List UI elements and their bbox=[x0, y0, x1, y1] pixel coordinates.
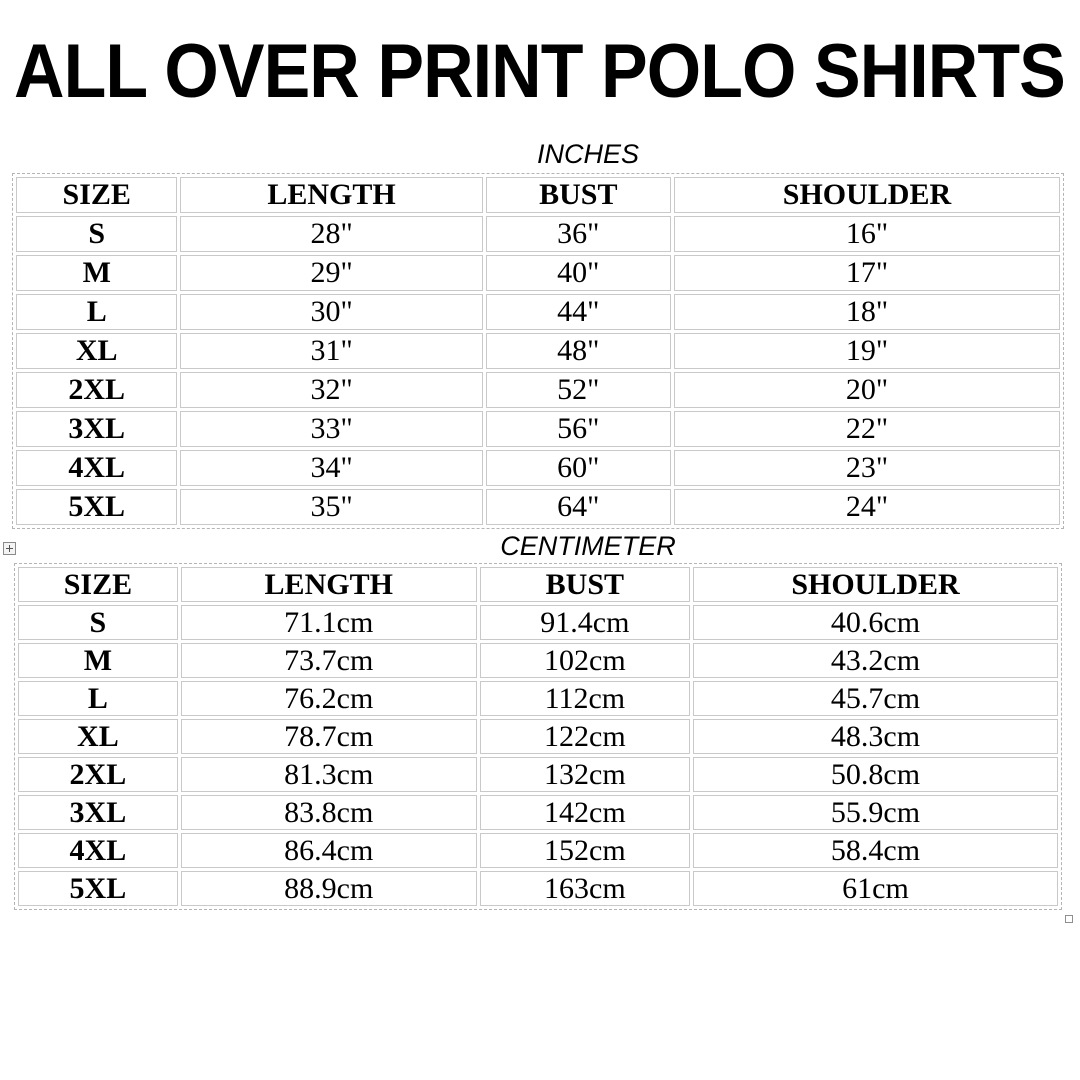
column-header-size: SIZE bbox=[18, 567, 178, 602]
measurement-cell: 88.9cm bbox=[181, 871, 477, 906]
measurement-cell: 55.9cm bbox=[693, 795, 1058, 830]
centimeter-size-table-wrapper bbox=[14, 563, 1062, 910]
measurement-cell: 64" bbox=[486, 489, 671, 525]
measurement-cell: 163cm bbox=[480, 871, 690, 906]
column-header-size: SIZE bbox=[16, 177, 177, 213]
size-cell: M bbox=[16, 255, 177, 291]
table-row bbox=[16, 294, 1060, 330]
table-row bbox=[18, 719, 1058, 754]
measurement-cell: 58.4cm bbox=[693, 833, 1058, 868]
measurement-cell: 60" bbox=[486, 450, 671, 486]
size-cell: 2XL bbox=[18, 757, 178, 792]
header-row bbox=[16, 177, 1060, 213]
measurement-cell: 22" bbox=[674, 411, 1060, 447]
measurement-cell: 28" bbox=[180, 216, 482, 252]
size-cell: L bbox=[16, 294, 177, 330]
measurement-cell: 23" bbox=[674, 450, 1060, 486]
measurement-cell: 40.6cm bbox=[693, 605, 1058, 640]
measurement-cell: 20" bbox=[674, 372, 1060, 408]
table-row bbox=[18, 871, 1058, 906]
table-row bbox=[18, 757, 1058, 792]
measurement-cell: 152cm bbox=[480, 833, 690, 868]
measurement-cell: 19" bbox=[674, 333, 1060, 369]
centimeter-size-table bbox=[15, 564, 1061, 909]
measurement-cell: 43.2cm bbox=[693, 643, 1058, 678]
measurement-cell: 112cm bbox=[480, 681, 690, 716]
size-cell: S bbox=[16, 216, 177, 252]
table-row bbox=[18, 681, 1058, 716]
column-header-bust: BUST bbox=[480, 567, 690, 602]
measurement-cell: 32" bbox=[180, 372, 482, 408]
measurement-cell: 31" bbox=[180, 333, 482, 369]
measurement-cell: 81.3cm bbox=[181, 757, 477, 792]
measurement-cell: 86.4cm bbox=[181, 833, 477, 868]
table-row bbox=[18, 605, 1058, 640]
column-header-shoulder: SHOULDER bbox=[693, 567, 1058, 602]
measurement-cell: 44" bbox=[486, 294, 671, 330]
measurement-cell: 142cm bbox=[480, 795, 690, 830]
measurement-cell: 78.7cm bbox=[181, 719, 477, 754]
inches-size-table bbox=[13, 174, 1063, 528]
size-cell: XL bbox=[16, 333, 177, 369]
table-row bbox=[16, 411, 1060, 447]
measurement-cell: 16" bbox=[674, 216, 1060, 252]
table-row bbox=[18, 833, 1058, 868]
column-header-bust: BUST bbox=[486, 177, 671, 213]
size-cell: 4XL bbox=[16, 450, 177, 486]
size-cell: 5XL bbox=[18, 871, 178, 906]
size-cell: L bbox=[18, 681, 178, 716]
measurement-cell: 132cm bbox=[480, 757, 690, 792]
measurement-cell: 29" bbox=[180, 255, 482, 291]
table-row bbox=[18, 795, 1058, 830]
measurement-cell: 50.8cm bbox=[693, 757, 1058, 792]
measurement-cell: 45.7cm bbox=[693, 681, 1058, 716]
size-cell: M bbox=[18, 643, 178, 678]
measurement-cell: 73.7cm bbox=[181, 643, 477, 678]
measurement-cell: 71.1cm bbox=[181, 605, 477, 640]
measurement-cell: 40" bbox=[486, 255, 671, 291]
measurement-cell: 17" bbox=[674, 255, 1060, 291]
size-cell: 2XL bbox=[16, 372, 177, 408]
measurement-cell: 36" bbox=[486, 216, 671, 252]
measurement-cell: 33" bbox=[180, 411, 482, 447]
size-cell: 3XL bbox=[16, 411, 177, 447]
size-cell: 4XL bbox=[18, 833, 178, 868]
measurement-cell: 91.4cm bbox=[480, 605, 690, 640]
measurement-cell: 30" bbox=[180, 294, 482, 330]
measurement-cell: 24" bbox=[674, 489, 1060, 525]
size-cell: 5XL bbox=[16, 489, 177, 525]
column-header-shoulder: SHOULDER bbox=[674, 177, 1060, 213]
measurement-cell: 76.2cm bbox=[181, 681, 477, 716]
centimeter-section-label: CENTIMETER bbox=[500, 531, 676, 561]
measurement-cell: 35" bbox=[180, 489, 482, 525]
table-move-handle-icon[interactable] bbox=[3, 542, 16, 555]
column-header-length: LENGTH bbox=[181, 567, 477, 602]
header-row bbox=[18, 567, 1058, 602]
size-cell: XL bbox=[18, 719, 178, 754]
measurement-cell: 48" bbox=[486, 333, 671, 369]
column-header-length: LENGTH bbox=[180, 177, 482, 213]
inches-size-table-wrapper bbox=[12, 173, 1064, 529]
page-title: ALL OVER PRINT POLO SHIRTS bbox=[14, 29, 1065, 114]
measurement-cell: 52" bbox=[486, 372, 671, 408]
measurement-cell: 48.3cm bbox=[693, 719, 1058, 754]
size-cell: S bbox=[18, 605, 178, 640]
table-row bbox=[16, 489, 1060, 525]
table-row bbox=[16, 450, 1060, 486]
size-cell: 3XL bbox=[18, 795, 178, 830]
measurement-cell: 122cm bbox=[480, 719, 690, 754]
table-row bbox=[16, 255, 1060, 291]
measurement-cell: 34" bbox=[180, 450, 482, 486]
measurement-cell: 83.8cm bbox=[181, 795, 477, 830]
measurement-cell: 56" bbox=[486, 411, 671, 447]
table-row bbox=[16, 372, 1060, 408]
table-resize-handle-icon[interactable] bbox=[1065, 915, 1073, 923]
measurement-cell: 61cm bbox=[693, 871, 1058, 906]
table-row bbox=[18, 643, 1058, 678]
table-row bbox=[16, 333, 1060, 369]
table-row bbox=[16, 216, 1060, 252]
inches-section-label: INCHES bbox=[536, 139, 639, 169]
measurement-cell: 102cm bbox=[480, 643, 690, 678]
measurement-cell: 18" bbox=[674, 294, 1060, 330]
